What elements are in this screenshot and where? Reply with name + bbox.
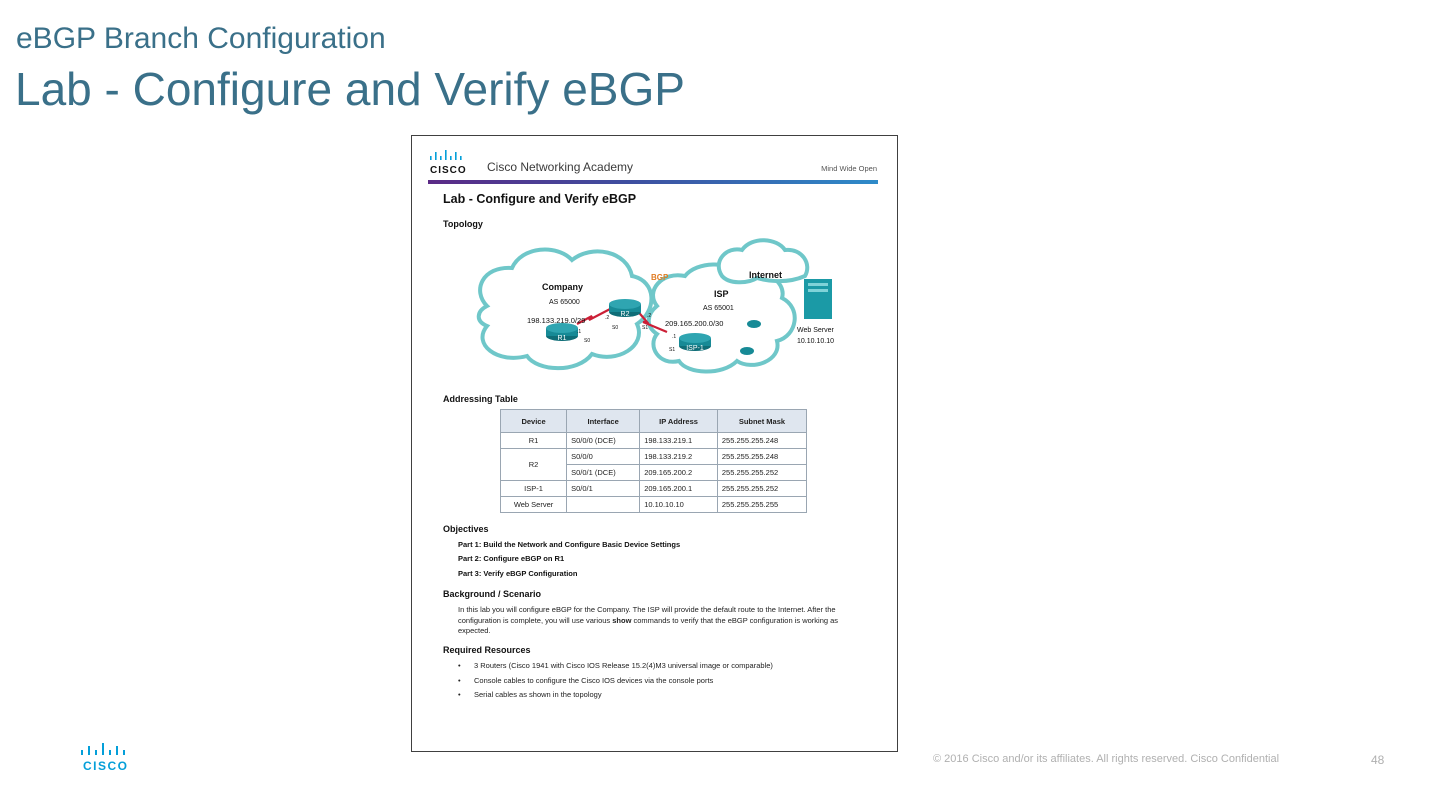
- doc-tagline: Mind Wide Open: [821, 164, 877, 173]
- background-show-keyword: show: [612, 615, 632, 625]
- router-r1-icon: [546, 323, 578, 342]
- background-text: commands to verify that the eBGP configuration is working as expected.: [458, 615, 839, 635]
- company-as: AS 65000: [549, 299, 580, 306]
- router-isp1-label: ISP-1: [686, 345, 704, 352]
- column-header: IP Address: [640, 410, 718, 433]
- r1-ip-label: .1: [577, 329, 582, 335]
- company-label: Company: [542, 282, 584, 292]
- small-router-icon: [747, 320, 761, 328]
- ip-cell: 198.133.219.1: [640, 433, 718, 449]
- isp-network: 209.165.200.0/30: [665, 319, 724, 328]
- table-row: [501, 433, 807, 449]
- web-server-ip: 10.10.10.10: [797, 338, 834, 345]
- page-number: 48: [1371, 753, 1385, 767]
- web-server-label: Web Server: [797, 327, 834, 334]
- interface-cell: S0/0/1 (DCE): [567, 465, 640, 481]
- device-cell: ISP-1: [501, 481, 567, 497]
- resource-item: • Console cables to configure the Cisco IOS devices via the console ports: [458, 676, 714, 685]
- isp1-s1-label: S1: [669, 347, 676, 353]
- interface-cell: S0/0/0 (DCE): [567, 433, 640, 449]
- r2-s0-label: S0: [612, 325, 619, 331]
- cisco-logo-icon: [428, 148, 478, 178]
- cisco-logo-text: CISCO: [83, 759, 129, 773]
- addressing-table-heading: Addressing Table: [443, 394, 518, 404]
- small-router-icon: [740, 347, 754, 355]
- r2-left-ip-label: .2: [605, 315, 610, 321]
- company-network: 198.133.219.0/29: [527, 316, 586, 325]
- lab-document-preview: [411, 135, 898, 752]
- interface-cell: S0/0/0: [567, 449, 640, 465]
- internet-label: Internet: [749, 270, 783, 280]
- doc-brand: Cisco Networking Academy: [487, 160, 634, 174]
- ip-cell: 209.165.200.2: [640, 465, 718, 481]
- objectives-heading: Objectives: [443, 524, 489, 534]
- resource-item: • 3 Routers (Cisco 1941 with Cisco IOS Release 15.2(4)M3 universal image or comparable): [458, 661, 773, 670]
- slide-title: Lab - Configure and Verify eBGP: [15, 63, 685, 115]
- mask-cell: 255.255.255.248: [717, 449, 806, 465]
- isp1-ip-label: .1: [672, 334, 677, 340]
- addressing-table: [500, 409, 807, 513]
- device-cell: R1: [501, 433, 567, 449]
- device-cell: Web Server: [501, 497, 567, 513]
- ip-cell: 10.10.10.10: [640, 497, 718, 513]
- resource-text: Console cables to configure the Cisco IOS devices via the console ports: [474, 676, 714, 685]
- background-text: In this lab you will configure eBGP for the Company. The ISP will provide the default route to the Internet. After the configuration is complete, you will use various: [458, 605, 836, 625]
- doc-title: Lab - Configure and Verify eBGP: [443, 192, 637, 206]
- column-header: Interface: [567, 410, 640, 433]
- table-row: [501, 449, 807, 465]
- doc-logo-text: CISCO: [430, 165, 467, 176]
- slide-subtitle: eBGP Branch Configuration: [16, 22, 386, 55]
- r1-s0-label: S0: [584, 338, 591, 344]
- objective-item: Part 1: Build the Network and Configure Basic Device Settings: [458, 540, 681, 549]
- web-server-icon: [804, 279, 832, 319]
- topology-heading: Topology: [443, 219, 483, 229]
- router-r1-label: R1: [557, 335, 567, 342]
- ip-cell: 198.133.219.2: [640, 449, 718, 465]
- device-cell: R2: [501, 449, 567, 481]
- r2-s1-label: S1: [642, 325, 649, 331]
- column-header: Subnet Mask: [717, 410, 806, 433]
- cisco-logo-icon: [80, 742, 136, 774]
- r2-right-ip-label: .2: [647, 313, 652, 319]
- resource-item: • Serial cables as shown in the topology: [458, 690, 602, 699]
- resource-text: Serial cables as shown in the topology: [474, 690, 602, 699]
- router-r2-icon: [609, 299, 641, 318]
- doc-header-bar: [428, 180, 878, 184]
- copyright-notice: © 2016 Cisco and/or its affiliates. All rights reserved. Cisco Confidential: [933, 753, 1280, 765]
- router-isp1-icon: [679, 333, 711, 352]
- mask-cell: 255.255.255.252: [717, 465, 806, 481]
- background-heading: Background / Scenario: [443, 589, 542, 599]
- table-row: [501, 497, 807, 513]
- resources-heading: Required Resources: [443, 645, 531, 655]
- mask-cell: 255.255.255.255: [717, 497, 806, 513]
- interface-cell: S0/0/1: [567, 481, 640, 497]
- ip-cell: 209.165.200.1: [640, 481, 718, 497]
- resource-text: 3 Routers (Cisco 1941 with Cisco IOS Release 15.2(4)M3 universal image or comparable): [474, 661, 773, 670]
- mask-cell: 255.255.255.252: [717, 481, 806, 497]
- objective-item: Part 3: Verify eBGP Configuration: [458, 569, 578, 578]
- interface-cell: [567, 497, 640, 513]
- objective-item: Part 2: Configure eBGP on R1: [458, 554, 565, 563]
- router-r2-label: R2: [620, 311, 630, 318]
- isp-label: ISP: [714, 289, 729, 299]
- table-row: [501, 481, 807, 497]
- bgp-label: BGP: [651, 273, 669, 282]
- background-paragraph: [458, 605, 858, 637]
- column-header: Device: [501, 410, 567, 433]
- topology-diagram: [467, 236, 847, 396]
- isp-as: AS 65001: [703, 305, 734, 312]
- mask-cell: 255.255.255.248: [717, 433, 806, 449]
